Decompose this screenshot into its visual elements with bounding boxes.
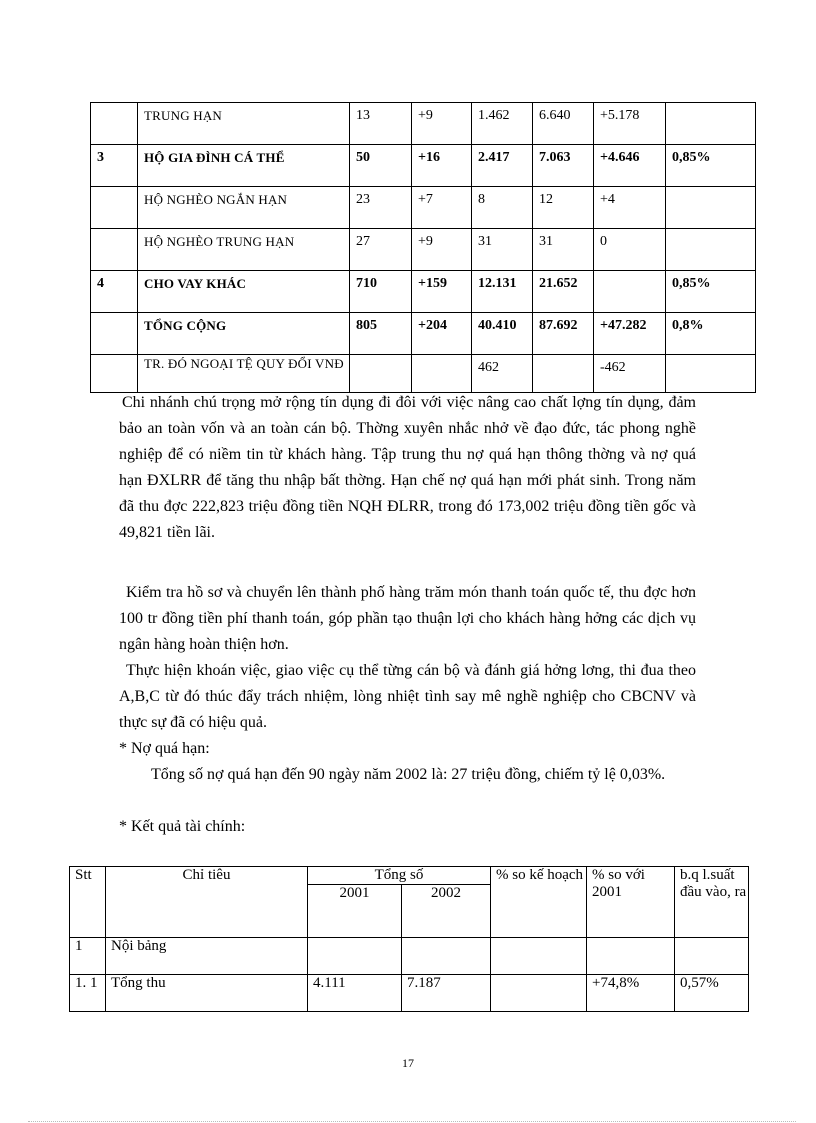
cell-ratio: 0,8%: [666, 313, 756, 355]
cell-count: 27: [350, 229, 412, 271]
cell-stt: 1. 1: [70, 975, 106, 1012]
cell-2002: 31: [533, 229, 594, 271]
header-tong-so: Tổng số: [308, 867, 491, 885]
cell-ke-hoach: [491, 975, 587, 1012]
cell-ratio: [666, 187, 756, 229]
cell-name: HỘ GIA ĐÌNH CÁ THỂ: [138, 145, 350, 187]
cell-ratio: [666, 229, 756, 271]
cell-no: 4: [91, 271, 138, 313]
cell-name: TR. ĐÓ NGOẠI TỆ QUY ĐỔI VNĐ: [138, 355, 350, 393]
cell-name: TRUNG HẠN: [138, 103, 350, 145]
cell-change: -462: [594, 355, 666, 393]
cell-2002: [402, 938, 491, 975]
table-row: [91, 145, 756, 187]
cell-bq: 0,57%: [675, 975, 749, 1012]
header-2001: 2001: [308, 885, 402, 938]
cell-change: +47.282: [594, 313, 666, 355]
cell-chi-tieu: Tổng thu: [106, 975, 308, 1012]
cell-count-change: +7: [412, 187, 472, 229]
cell-change: +5.178: [594, 103, 666, 145]
cell-2002: 6.640: [533, 103, 594, 145]
paragraph-overdue-total: Tổng số nợ quá hạn đến 90 ngày năm 2002 là: 27 triệu đồng, chiếm tỷ lệ 0,03%.: [151, 766, 666, 783]
cell-no: [91, 103, 138, 145]
header-so-ke-hoach: % so kế hoạch: [491, 867, 587, 938]
cell-no: [91, 187, 138, 229]
cell-count: 50: [350, 145, 412, 187]
cell-2001: 4.111: [308, 975, 402, 1012]
cell-count-change: +159: [412, 271, 472, 313]
cell-count-change: +9: [412, 229, 472, 271]
cell-ke-hoach: [491, 938, 587, 975]
cell-count-change: [412, 355, 472, 393]
cell-ratio: 0,85%: [666, 271, 756, 313]
cell-name: HỘ NGHÈO NGẮN HẠN: [138, 187, 350, 229]
credit-table: [90, 102, 756, 393]
cell-ratio: [666, 103, 756, 145]
cell-count: 13: [350, 103, 412, 145]
heading-financial-results: * Kết quả tài chính:: [119, 818, 246, 835]
cell-2002: 7.063: [533, 145, 594, 187]
header-so-voi-2001: % so với 2001: [587, 867, 675, 938]
table-row: [91, 271, 756, 313]
cell-count: [350, 355, 412, 393]
table-row: [70, 975, 749, 1012]
cell-change: +4.646: [594, 145, 666, 187]
cell-count: 23: [350, 187, 412, 229]
cell-2001: [308, 938, 402, 975]
cell-name: HỘ NGHÈO TRUNG HẠN: [138, 229, 350, 271]
table-row: [91, 187, 756, 229]
cell-no: [91, 355, 138, 393]
cell-2001: 8: [472, 187, 533, 229]
paragraph-intl-payment: Kiểm tra hồ sơ và chuyển lên thành phố hàng trăm món thanh toán quốc tế, thu đợc hơn 100 tr đồng tiền phí thanh toán, góp phần tạo thuận lợi cho khách hàng hởng các dịch vụ ngân hàng hoàn thiện hơn.: [119, 584, 696, 653]
cell-name: CHO VAY KHÁC: [138, 271, 350, 313]
cell-2002: [533, 355, 594, 393]
header-2002: 2002: [402, 885, 491, 938]
cell-count: 805: [350, 313, 412, 355]
paragraph-contract-work: Thực hiện khoán việc, giao việc cụ thể từng cán bộ và đánh giá hởng lơng, thi đua theo A,B,C từ đó thúc đẩy trách nhiệm, lòng nhiệt tình say mê nghề nghiệp cho CBCNV và thực sự đã có hiệu quả.: [119, 662, 696, 731]
table-row: [91, 355, 756, 393]
financial-table: [69, 866, 749, 1012]
cell-2002: 7.187: [402, 975, 491, 1012]
cell-2002: 21.652: [533, 271, 594, 313]
cell-chi-tieu: Nội bảng: [106, 938, 308, 975]
cell-2001: 2.417: [472, 145, 533, 187]
cell-change: +4: [594, 187, 666, 229]
cell-2001: 462: [472, 355, 533, 393]
cell-change: [594, 271, 666, 313]
cell-no: 3: [91, 145, 138, 187]
cell-2001: 31: [472, 229, 533, 271]
cell-name: TỔNG CỘNG: [138, 313, 350, 355]
cell-change: 0: [594, 229, 666, 271]
page-bottom-rule: [28, 1121, 796, 1122]
cell-so-voi-2001: +74,8%: [587, 975, 675, 1012]
credit-table-body: [91, 103, 756, 393]
table-row: [91, 103, 756, 145]
cell-2002: 87.692: [533, 313, 594, 355]
cell-no: [91, 313, 138, 355]
header-bq-lai-suat: b.q l.suất đầu vào, ra: [675, 867, 749, 938]
table-row: [91, 313, 756, 355]
cell-count-change: +16: [412, 145, 472, 187]
cell-count: 710: [350, 271, 412, 313]
cell-ratio: [666, 355, 756, 393]
cell-so-voi-2001: [587, 938, 675, 975]
cell-count-change: +204: [412, 313, 472, 355]
cell-2001: 12.131: [472, 271, 533, 313]
cell-count-change: +9: [412, 103, 472, 145]
cell-ratio: 0,85%: [666, 145, 756, 187]
cell-2002: 12: [533, 187, 594, 229]
cell-bq: [675, 938, 749, 975]
cell-2001: 40.410: [472, 313, 533, 355]
header-stt: Stt: [70, 867, 106, 938]
header-chi-tieu: Chỉ tiêu: [106, 867, 308, 938]
table-row: [70, 938, 749, 975]
page-number: 17: [402, 1056, 414, 1070]
heading-overdue-debt: * Nợ quá hạn:: [119, 740, 210, 757]
cell-2001: 1.462: [472, 103, 533, 145]
cell-stt: 1: [70, 938, 106, 975]
table-row: [91, 229, 756, 271]
cell-no: [91, 229, 138, 271]
paragraph-credit-quality: Chi nhánh chú trọng mở rộng tín dụng đi đôi với việc nâng cao chất lợng tín dụng, đảm bảo an toàn vốn và an toàn cán bộ. Thờng xuyên nhắc nhở về đạo đức, tác phong nghề nghiệp để có niềm tin từ khách hàng. Tập trung thu nợ quá hạn thông thờng và nợ quá hạn ĐXLRR để tăng thu nhập bất thờng. Hạn chế nợ quá hạn mới phát sinh. Trong năm đã thu đợc 222,823 triệu đồng tiền NQH ĐLRR, trong đó 173,002 triệu đồng tiền gốc và 49,821 tiền lãi.: [119, 394, 696, 541]
